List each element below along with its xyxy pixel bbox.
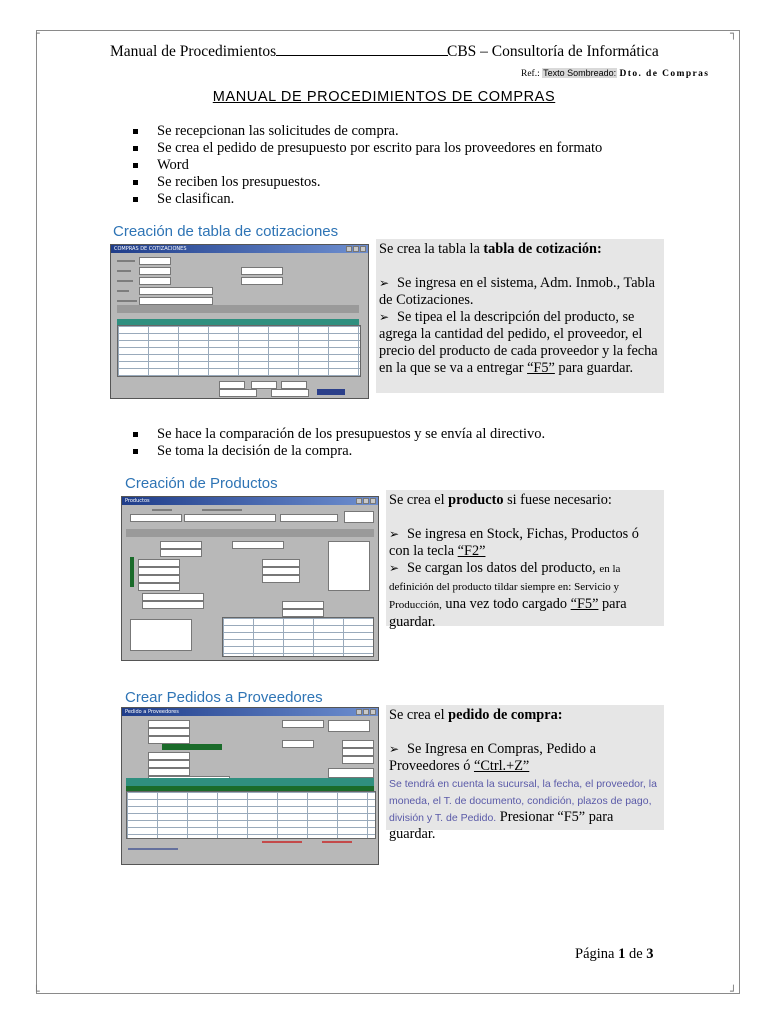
list-item: Se recepcionan las solicitudes de compra. xyxy=(130,123,602,140)
key-shortcut: “F5” xyxy=(527,360,555,376)
bullet-list-1 xyxy=(130,123,602,208)
arrow-bullet-icon: ➢ xyxy=(389,742,400,756)
description-panel-cotizaciones xyxy=(376,239,664,393)
key-shortcut: “Ctrl.+Z” xyxy=(473,758,530,774)
ref-shade: Texto Sombreado: xyxy=(543,68,617,78)
section-heading-pedidos: Crear Pedidos a Proveedores xyxy=(125,689,323,706)
description-panel-productos xyxy=(386,490,664,630)
list-item: Se clasifican. xyxy=(130,191,602,208)
bullet-list-2 xyxy=(130,426,545,460)
corner-mark-bottom-left: └ xyxy=(33,985,40,998)
text: Se tipea el la descripción del producto, se agrega la cantidad del pedido, el proveedor, el precio del producto de cada proveedor y la fecha en la que se va a entregar xyxy=(379,309,658,376)
window-title: COMPRAS DE COTIZACIONES xyxy=(111,245,368,253)
list-item: Se hace la comparación de los presupuestos y se envía al directivo. xyxy=(130,426,545,443)
text-small: en la definición del producto tildar siempre en: Servicio y Producción, xyxy=(389,563,621,611)
screenshot-productos xyxy=(121,496,379,661)
page-of: de xyxy=(628,946,643,962)
text-blue: Se tendrá en cuenta la sucursal, la fecha, el proveedor, la moneda, el T. de documento, condición, plazos de pago, división y T. de Pedido. xyxy=(389,778,657,824)
window-buttons xyxy=(356,498,376,504)
text: para guardar. xyxy=(389,596,627,630)
section-heading-productos: Creación de Productos xyxy=(125,475,278,492)
text: Se Ingresa en Compras, Pedido a Proveedores ó xyxy=(389,741,596,774)
window-title: Pedido a Proveedores xyxy=(122,708,378,716)
arrow-bullet-icon: ➢ xyxy=(389,527,400,541)
list-item-continuation: Word xyxy=(130,157,602,174)
text: Se cargan los datos del producto, xyxy=(407,560,600,576)
text: para guardar. xyxy=(554,360,634,376)
list-item: Se reciben los presupuestos. xyxy=(130,174,602,191)
header-right: CBS – Consultoría de Informática xyxy=(447,43,659,60)
header-left xyxy=(110,43,448,61)
reference-line xyxy=(521,68,709,79)
list-item: Se crea el pedido de presupuesto por escrito para los proveedores en formato xyxy=(130,140,602,157)
page-label: Página xyxy=(575,946,615,962)
corner-mark-top-right: ┐ xyxy=(730,27,737,40)
list-item: Se toma la decisión de la compra. xyxy=(130,443,545,460)
key-shortcut: “F2” xyxy=(457,543,486,559)
key-shortcut: “F5” xyxy=(570,596,599,612)
text: Se crea el xyxy=(389,492,449,508)
header-left-text: Manual de Procedimientos xyxy=(110,43,277,60)
page-title: MANUAL DE PROCEDIMIENTOS DE COMPRAS xyxy=(212,89,556,105)
text: Se ingresa en Stock, Fichas, Productos ó con la tecla xyxy=(389,526,639,559)
screenshot-pedidos xyxy=(121,707,379,865)
text: Presionar “F5” para guardar. xyxy=(389,809,614,842)
text-bold: producto xyxy=(448,492,504,508)
text: Se ingresa en el sistema, Adm. Inmob., Tabla de Cotizaciones. xyxy=(379,275,656,308)
window-title: Productos xyxy=(122,497,378,505)
description-panel-pedidos xyxy=(386,705,664,842)
screenshot-cotizaciones xyxy=(110,244,369,399)
arrow-bullet-icon: ➢ xyxy=(379,276,390,290)
corner-mark-top-left: ┌ xyxy=(33,27,40,40)
text-bold: tabla de cotización: xyxy=(483,241,602,257)
arrow-bullet-icon: ➢ xyxy=(379,310,390,324)
page-total: 3 xyxy=(646,946,654,962)
header-rule xyxy=(276,45,448,56)
text: Se crea el xyxy=(389,707,449,723)
text-bold: pedido de compra: xyxy=(448,707,563,723)
text: si fuese necesario: xyxy=(503,492,612,508)
arrow-bullet-icon: ➢ xyxy=(389,561,400,575)
text: una vez todo cargado xyxy=(441,596,571,612)
section-heading-cotizaciones: Creación de tabla de cotizaciones xyxy=(113,223,339,240)
corner-mark-bottom-right: ┘ xyxy=(730,985,737,998)
ref-label: Ref.: xyxy=(521,69,540,79)
ref-department: Dto. de Compras xyxy=(619,69,710,79)
page-number xyxy=(575,946,654,963)
page-current: 1 xyxy=(618,946,626,962)
window-buttons xyxy=(356,709,376,715)
window-buttons xyxy=(346,246,366,252)
text: Se crea la tabla la xyxy=(379,241,484,257)
